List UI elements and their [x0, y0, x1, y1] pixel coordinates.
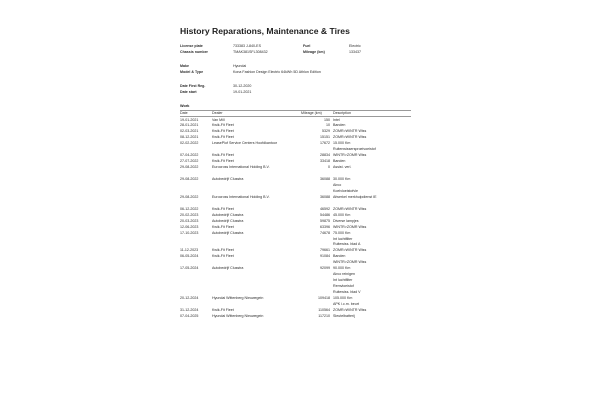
first-reg-value: 30-12-2020	[233, 84, 252, 88]
row-mileage: 92099	[320, 266, 330, 271]
row-date: 27-07-2022	[180, 159, 199, 164]
row-date: 07-04-2022	[180, 153, 199, 158]
row-dealer: Kwik-Fit Fleet	[212, 254, 234, 259]
col-header-dealer: Dealer	[212, 111, 223, 115]
row-dealer: Kwik-Fit Fleet	[212, 129, 234, 134]
row-dealer: Autobedrijf Clusstra	[212, 212, 244, 217]
row-description-line: WINTR>ZOMR Wiss	[333, 260, 367, 265]
row-dealer: Autobedrijf Clusstra	[212, 177, 244, 181]
history-document	[167, 18, 425, 394]
date-start-label: Date start	[180, 90, 197, 94]
row-dealer: Eurocross International Holding B.V.	[212, 165, 270, 170]
row-description-line: ZOMR>WINTR Wiss	[333, 307, 367, 312]
row-description-line: ZOMR>WINTR Wiss	[333, 248, 367, 253]
row-mileage: 109418	[318, 296, 330, 300]
row-date: 02-02-2022	[180, 141, 199, 146]
row-description-line: ZOMR>WINTR Wiss	[333, 206, 367, 211]
row-date: 29-08-2022	[180, 165, 199, 170]
row-dealer: Autobedrijf Clusstra	[212, 230, 244, 235]
col-header-mileage: Mileage (km)	[301, 111, 322, 115]
row-mileage: 28834	[320, 153, 330, 158]
row-description-line: Assist. verl.	[333, 165, 352, 170]
row-date: 29-08-2022	[180, 194, 199, 199]
row-description-line: WINTR>ZOMR Wiss	[333, 153, 367, 158]
date-start-value: 19-01-2021	[233, 90, 252, 94]
row-date: 28-01-2021	[180, 123, 199, 128]
row-dealer: Kwik-Fit Fleet	[212, 159, 234, 164]
row-mileage: 10	[326, 123, 330, 128]
row-date: 06-05-2024	[180, 254, 199, 259]
row-description-line: Diverse lampjes	[333, 218, 359, 223]
row-description-line: 15.000 Km	[333, 141, 351, 146]
row-mileage: 36088	[320, 194, 330, 199]
row-dealer: Kwik-Fit Fleet	[212, 224, 234, 229]
row-description-line: 75.000 Km	[333, 230, 351, 235]
fuel-label: Fuel	[303, 44, 311, 48]
row-dealer: Kwik-Fit Fleet	[212, 248, 234, 253]
row-dealer: Kwik-Fit Fleet	[212, 135, 234, 140]
row-mileage: 117210	[318, 313, 330, 318]
row-mileage: 110564	[318, 307, 330, 312]
row-dealer: Van Mill	[212, 117, 225, 122]
row-dealer: Kwik-Fit Fleet	[212, 206, 234, 211]
first-reg-label: Date First Reg.	[180, 84, 206, 88]
document-title: History Reparations, Maintenance & Tires	[180, 26, 350, 36]
row-description-line: Afwerkel merkhulpdienst IE	[333, 194, 377, 199]
row-description-line: Remvloeistof	[333, 284, 354, 289]
row-dealer: Autobedrijf Clusstra	[212, 266, 244, 271]
row-description-line: 105.000 Km	[333, 296, 353, 300]
row-description-line: 45.000 Km	[333, 212, 351, 217]
row-description-line: Airco reinigen	[333, 272, 355, 277]
row-description-line: Koelvloeistofvle	[333, 188, 358, 193]
row-description-line: Ruitenwissersproeivoeistof	[333, 147, 376, 152]
row-date: 31-12-2024	[180, 307, 199, 312]
row-date: 20-02-2023	[180, 212, 199, 217]
row-date: 12-06-2023	[180, 224, 199, 229]
row-mileage: 150	[324, 117, 330, 122]
row-date: 17-05-2024	[180, 266, 199, 271]
row-description-line: 90.000 Km	[333, 266, 351, 271]
row-mileage: 33418	[320, 159, 330, 164]
row-description-line: Ruitewiss. blad A	[333, 242, 361, 247]
row-description-line: Banden	[333, 123, 346, 128]
row-dealer: Hyundai Wittenberg Nieuwegein	[212, 313, 264, 318]
row-mileage: 91084	[320, 254, 330, 259]
row-dealer: Kwik-Fit Fleet	[212, 123, 234, 128]
row-date: 20-12-2024	[180, 296, 199, 300]
row-date: 06-12-2022	[180, 206, 199, 211]
row-mileage: 79661	[320, 248, 330, 253]
row-description-line: Banden	[333, 254, 346, 259]
row-description-line: 30.000 Km	[333, 177, 351, 181]
row-mileage: 17672	[320, 141, 330, 146]
row-dealer: LeasePlof Service Centers Hoofdkantoor	[212, 141, 278, 146]
row-date: 20-03-2023	[180, 218, 199, 223]
row-description-line: WINTR>ZOMR Wiss	[333, 224, 367, 229]
row-mileage: 5329	[322, 129, 330, 134]
table-top-rule	[180, 110, 411, 111]
col-header-description: Description	[333, 111, 351, 115]
row-description-line: APK i.c.m. beurt	[333, 301, 359, 306]
mileage-label: Mileage (km)	[303, 49, 325, 54]
license-plate-label: License plate	[180, 44, 203, 48]
mileage-value: 133437	[349, 49, 361, 54]
row-description-line: ZOMR>WINTR Wiss	[333, 129, 367, 134]
make-value: Hyundai	[233, 64, 247, 68]
model-label: Model & Type	[180, 70, 204, 74]
row-date: 08-12-2021	[180, 135, 199, 140]
row-mileage: 54486	[320, 212, 330, 217]
row-description-line: Int luchtfilter	[333, 278, 353, 283]
row-description-line: Intel	[333, 117, 340, 122]
row-dealer: Kwik-Fit Fleet	[212, 307, 234, 312]
row-dealer: Autobedrijf Clusstra	[212, 218, 244, 223]
fuel-value: Electric	[349, 44, 361, 48]
row-description-line: Banden	[333, 159, 346, 164]
row-date: 17-10-2023	[180, 230, 199, 235]
row-mileage: 15151	[320, 135, 330, 140]
row-mileage: 46592	[320, 206, 330, 211]
row-description-line: Int luchtfilter	[333, 236, 353, 241]
row-mileage: 74678	[320, 230, 330, 235]
chassis-label: Chassis number	[180, 49, 208, 54]
col-header-date: Date	[180, 111, 188, 115]
row-date: 02-03-2021	[180, 129, 199, 134]
row-mileage: 0	[328, 165, 330, 170]
row-mileage: 63396	[320, 224, 330, 229]
row-description-line: ZOMR>WINTR Wiss	[333, 135, 367, 140]
work-section-title: Work	[180, 104, 190, 108]
row-dealer: Eurocross International Holding B.V.	[212, 194, 270, 199]
row-date: 11-12-2023	[180, 248, 199, 253]
row-description-line: Airco	[333, 182, 342, 187]
row-description-line: Sleutelbatterij	[333, 313, 355, 318]
row-dealer: Kwik-Fit Fleet	[212, 153, 234, 158]
row-date: 19-01-2021	[180, 117, 199, 122]
table-header-rule	[180, 116, 411, 117]
make-label: Make	[180, 64, 189, 68]
chassis-value: TMAK381SFL308432	[233, 49, 268, 54]
license-plate-value: 733383 J-840-ES	[233, 44, 261, 48]
row-description-line: Ruitewiss. blad V	[333, 290, 361, 295]
row-dealer: Hyundai Wittenberg Nieuwegein	[212, 296, 264, 300]
row-date: 29-08-2022	[180, 177, 199, 181]
model-value: Kona Fashion Design Electric 64kWh 5D Athlon Edition	[233, 70, 321, 74]
row-mileage: 36088	[320, 177, 330, 181]
row-date: 07-04-2025	[180, 313, 199, 318]
row-mileage: 59875	[320, 218, 330, 223]
